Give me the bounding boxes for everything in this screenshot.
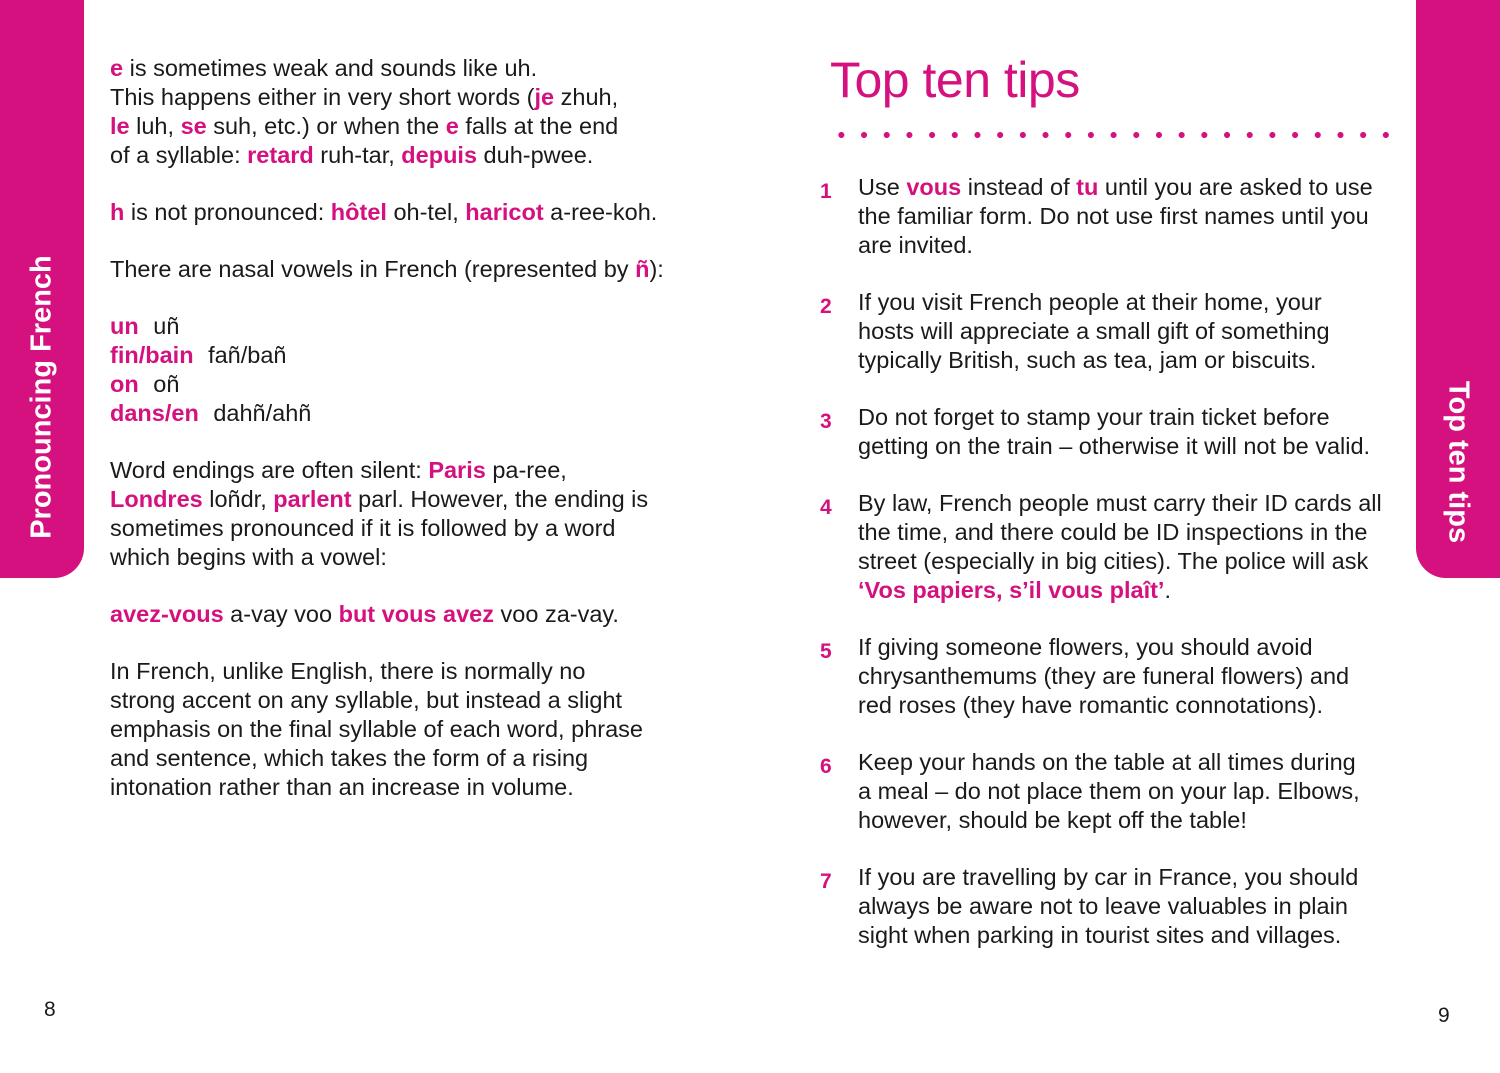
nasal-intro-paragraph: There are nasal vowels in French (represented by ñ): <box>110 256 664 282</box>
tip-number: 3 <box>820 410 832 433</box>
tip-number: 6 <box>820 755 832 778</box>
tip-number: 5 <box>820 640 832 663</box>
page-number-left: 8 <box>44 998 56 1021</box>
endings-rule-paragraph: Word endings are often silent: Paris pa-ree, Londres loñdr, parlent parl. However, the ending is sometimes pronounced if it is followed by a word which begins with a vowel: <box>110 457 649 570</box>
page-number-right: 9 <box>1438 1004 1450 1027</box>
tip-text: If you visit French people at their home, your hosts will appreciate a small gift of something typically British, such as tea, jam or biscuits. <box>858 289 1330 373</box>
section-tab-label: Pronouncing French <box>25 255 58 539</box>
page-title: Top ten tips <box>830 52 1080 108</box>
left-page-content <box>110 54 690 830</box>
list-item <box>820 633 1420 720</box>
list-item: fin/bain fañ/bañ <box>110 342 287 368</box>
tip-number: 7 <box>820 870 832 893</box>
section-tab-label: Top ten tips <box>1442 380 1475 544</box>
right-page-content <box>820 50 1420 978</box>
section-tab-pronouncing-french <box>0 0 84 578</box>
list-item: dans/en dahñ/ahñ <box>110 400 312 426</box>
liaison-example: avez-vous a-vay voo but vous avez voo za-vay. <box>110 601 619 627</box>
e-rule-paragraph: e is sometimes weak and sounds like uh. This happens either in very short words (je zhuh, le luh, se suh, etc.) or when the e falls at the end of a syllable: retard ruh-tar, depuis duh-pwee. <box>110 55 619 168</box>
list-item <box>820 748 1420 835</box>
tip-number: 4 <box>820 496 832 519</box>
tip-text: Do not forget to stamp your train ticket before getting on the train – otherwise it will not be valid. <box>858 404 1371 459</box>
tip-text: If you are travelling by car in France, you should always be aware not to leave valuables in plain sight when parking in tourist sites and villages. <box>858 864 1359 948</box>
h-rule-paragraph: h is not pronounced: hôtel oh-tel, haricot a-ree-koh. <box>110 199 658 225</box>
tip-text: Keep your hands on the table at all times during a meal – do not place them on your lap. Elbows, however, should be kept off the table! <box>858 749 1360 833</box>
tip-text: Use vous instead of tu until you are asked to use the familiar form. Do not use first names until you are invited. <box>858 174 1373 258</box>
list-item <box>820 288 1420 375</box>
tips-list <box>820 173 1420 950</box>
dotted-divider <box>830 130 1400 140</box>
list-item <box>820 489 1420 605</box>
section-tab-top-ten-tips <box>1416 0 1500 578</box>
tip-number: 2 <box>820 295 832 318</box>
list-item: un uñ <box>110 313 180 339</box>
tip-number: 1 <box>820 180 832 203</box>
tip-text: By law, French people must carry their ID cards all the time, and there could be ID inspections in the street (especially in big cities). The police will ask ‘Vos papiers, s’il vous plaît’. <box>858 490 1382 603</box>
list-item <box>820 863 1420 950</box>
tip-text: If giving someone flowers, you should avoid chrysanthemums (they are funeral flowers) and red roses (they have romantic connotations). <box>858 634 1350 718</box>
nasal-vowel-list <box>110 312 690 428</box>
stress-paragraph: In French, unlike English, there is normally no strong accent on any syllable, but instead a slight emphasis on the final syllable of each word, phrase and sentence, which takes the form of a rising intonation rather than an increase in volume. <box>110 658 643 800</box>
list-item <box>820 173 1420 260</box>
list-item: on oñ <box>110 371 180 397</box>
list-item <box>820 403 1420 461</box>
